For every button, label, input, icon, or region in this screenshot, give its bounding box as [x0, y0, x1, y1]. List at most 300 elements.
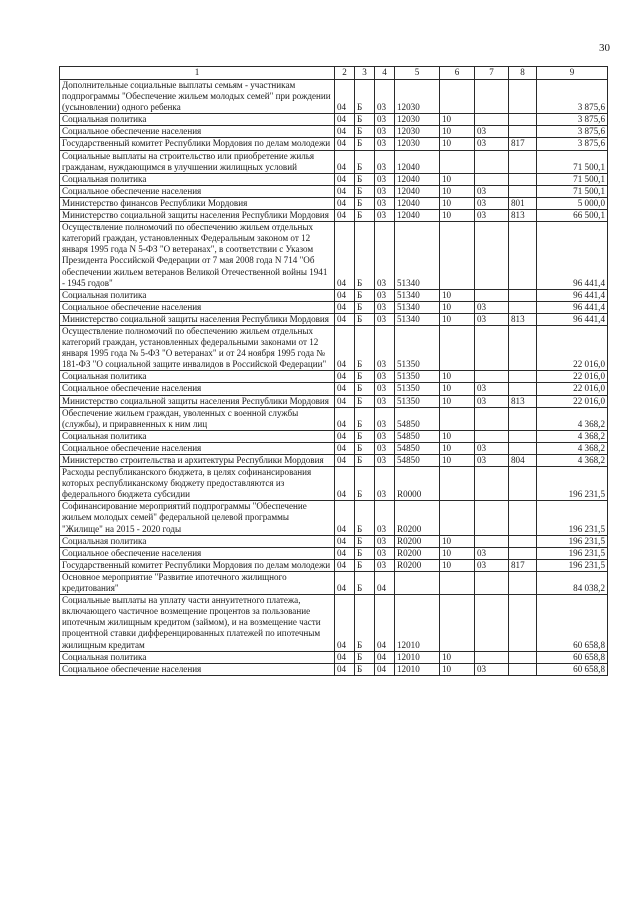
row-code-cell: 04 [335, 467, 355, 501]
row-code-cell: 51350 [395, 371, 440, 383]
row-sum-cell: 196 231,5 [537, 535, 608, 547]
row-code-cell: 10 [440, 430, 475, 442]
row-code-cell: Б [355, 289, 375, 301]
row-code-cell: 10 [440, 126, 475, 138]
row-code-cell: 04 [335, 210, 355, 222]
row-code-cell: 817 [509, 559, 537, 571]
row-name-cell: Социальная политика [60, 114, 335, 126]
row-code-cell: 10 [440, 210, 475, 222]
row-code-cell: Б [355, 371, 375, 383]
row-code-cell: 04 [335, 430, 355, 442]
header-col-8: 8 [509, 67, 537, 80]
row-code-cell [509, 301, 537, 313]
row-code-cell: 03 [375, 173, 395, 185]
row-code-cell: 03 [375, 313, 395, 325]
row-sum-cell: 196 231,5 [537, 559, 608, 571]
row-name-cell: Расходы республиканского бюджета, в целях софинансирования которых республиканскому бюджету предоставляются из федерального бюджета субсидии [60, 467, 335, 501]
row-code-cell: Б [355, 383, 375, 395]
row-code-cell: Б [355, 501, 375, 535]
row-code-cell: 03 [375, 535, 395, 547]
row-code-cell: 03 [475, 383, 509, 395]
row-sum-cell: 5 000,0 [537, 197, 608, 209]
header-col-7: 7 [475, 67, 509, 80]
row-name-cell: Министерство строительства и архитектуры Республики Мордовия [60, 455, 335, 467]
row-name-cell: Социальное обеспечение населения [60, 383, 335, 395]
row-code-cell: 03 [475, 138, 509, 150]
row-code-cell: 12010 [395, 595, 440, 651]
row-code-cell [440, 222, 475, 290]
row-code-cell: 10 [440, 173, 475, 185]
budget-table [59, 66, 608, 676]
row-code-cell: Б [355, 407, 375, 430]
row-code-cell: 10 [440, 442, 475, 454]
row-code-cell: Б [355, 595, 375, 651]
row-code-cell [440, 501, 475, 535]
row-code-cell: 04 [335, 663, 355, 675]
row-code-cell: 04 [335, 501, 355, 535]
header-col-1: 1 [60, 67, 335, 80]
row-code-cell [440, 571, 475, 594]
row-code-cell: Б [355, 430, 375, 442]
row-code-cell [509, 407, 537, 430]
row-code-cell: 03 [375, 150, 395, 173]
row-code-cell [475, 150, 509, 173]
row-code-cell: 10 [440, 301, 475, 313]
row-code-cell: 03 [475, 559, 509, 571]
table-row [60, 663, 608, 675]
row-code-cell: 813 [509, 210, 537, 222]
row-code-cell: 10 [440, 455, 475, 467]
table-row [60, 467, 608, 501]
row-sum-cell: 60 658,8 [537, 595, 608, 651]
row-code-cell: Б [355, 442, 375, 454]
row-code-cell: Б [355, 467, 375, 501]
row-code-cell: 04 [335, 173, 355, 185]
row-code-cell: 10 [440, 651, 475, 663]
row-name-cell: Обеспечение жильем граждан, уволенных с военной службы (службы), и приравненных к ним лиц [60, 407, 335, 430]
row-code-cell: 12040 [395, 150, 440, 173]
row-code-cell: 03 [475, 313, 509, 325]
table-row [60, 185, 608, 197]
header-col-3: 3 [355, 67, 375, 80]
row-code-cell [475, 407, 509, 430]
row-code-cell: 03 [475, 197, 509, 209]
table-row [60, 222, 608, 290]
row-code-cell: Б [355, 455, 375, 467]
row-code-cell: Б [355, 325, 375, 370]
row-code-cell: 10 [440, 197, 475, 209]
row-sum-cell: 4 368,2 [537, 442, 608, 454]
row-code-cell: 03 [475, 442, 509, 454]
row-name-cell: Основное мероприятие "Развитие ипотечного жилищного кредитования" [60, 571, 335, 594]
row-code-cell: 04 [335, 371, 355, 383]
row-code-cell: 10 [440, 535, 475, 547]
row-sum-cell: 96 441,4 [537, 301, 608, 313]
row-code-cell: Б [355, 185, 375, 197]
row-code-cell: 03 [375, 501, 395, 535]
row-code-cell: 813 [509, 313, 537, 325]
row-code-cell: 12040 [395, 185, 440, 197]
row-code-cell: Б [355, 301, 375, 313]
row-code-cell: Б [355, 173, 375, 185]
row-name-cell: Министерство социальной защиты населения Республики Мордовия [60, 395, 335, 407]
row-code-cell [509, 150, 537, 173]
table-row [60, 501, 608, 535]
row-code-cell: 04 [335, 442, 355, 454]
row-code-cell: 03 [375, 407, 395, 430]
table-row [60, 371, 608, 383]
row-code-cell: 03 [375, 301, 395, 313]
row-code-cell: 03 [375, 289, 395, 301]
row-code-cell: 04 [375, 663, 395, 675]
row-code-cell [440, 467, 475, 501]
row-code-cell: 04 [335, 313, 355, 325]
table-row [60, 150, 608, 173]
row-code-cell [440, 407, 475, 430]
row-code-cell: 54850 [395, 442, 440, 454]
row-code-cell: 04 [335, 325, 355, 370]
table-row [60, 571, 608, 594]
row-sum-cell: 3 875,6 [537, 138, 608, 150]
row-name-cell: Социальная политика [60, 535, 335, 547]
table-row [60, 595, 608, 651]
row-code-cell [509, 222, 537, 290]
row-code-cell [509, 114, 537, 126]
row-name-cell: Социальные выплаты на уплату части аннуитетного платежа, включающего частичное возмещение процентов за пользование ипотечным жилищным кредитом (займом), и на возмещение части процентной ставки дифференцированных платежей по ипотечным жилищным кредитам [60, 595, 335, 651]
row-sum-cell: 4 368,2 [537, 455, 608, 467]
row-code-cell: 10 [440, 371, 475, 383]
row-code-cell: Б [355, 651, 375, 663]
row-name-cell: Государственный комитет Республики Мордовия по делам молодежи [60, 138, 335, 150]
row-code-cell: 813 [509, 395, 537, 407]
row-code-cell [509, 185, 537, 197]
budget-table-container [59, 66, 607, 676]
row-name-cell: Социальное обеспечение населения [60, 301, 335, 313]
row-sum-cell: 3 875,6 [537, 80, 608, 114]
row-code-cell [509, 126, 537, 138]
table-row [60, 210, 608, 222]
row-code-cell: R0200 [395, 547, 440, 559]
row-code-cell [509, 442, 537, 454]
row-code-cell: 03 [375, 559, 395, 571]
row-sum-cell: 22 016,0 [537, 395, 608, 407]
row-code-cell [475, 467, 509, 501]
row-code-cell: 10 [440, 395, 475, 407]
row-code-cell: 04 [335, 407, 355, 430]
row-code-cell [475, 80, 509, 114]
row-sum-cell: 96 441,4 [537, 289, 608, 301]
row-code-cell: 12030 [395, 80, 440, 114]
row-code-cell [475, 595, 509, 651]
row-code-cell: 10 [440, 559, 475, 571]
row-code-cell [509, 663, 537, 675]
row-code-cell: 04 [335, 138, 355, 150]
header-col-6: 6 [440, 67, 475, 80]
row-code-cell: 03 [375, 185, 395, 197]
row-code-cell: 12030 [395, 126, 440, 138]
row-code-cell: 04 [335, 150, 355, 173]
table-row [60, 313, 608, 325]
row-code-cell: 04 [335, 126, 355, 138]
row-code-cell: 04 [335, 535, 355, 547]
row-sum-cell: 3 875,6 [537, 114, 608, 126]
row-code-cell: R0000 [395, 467, 440, 501]
row-code-cell: 801 [509, 197, 537, 209]
row-code-cell: 03 [375, 325, 395, 370]
row-code-cell [509, 535, 537, 547]
row-code-cell: 03 [475, 185, 509, 197]
header-col-5: 5 [395, 67, 440, 80]
row-code-cell [509, 289, 537, 301]
row-name-cell: Министерство финансов Республики Мордовия [60, 197, 335, 209]
table-row [60, 395, 608, 407]
row-code-cell: 04 [335, 185, 355, 197]
row-code-cell: R0200 [395, 559, 440, 571]
row-code-cell [509, 430, 537, 442]
header-row [60, 67, 608, 80]
row-code-cell [509, 467, 537, 501]
row-code-cell: 804 [509, 455, 537, 467]
row-code-cell: 51340 [395, 313, 440, 325]
table-row [60, 430, 608, 442]
row-name-cell: Социальная политика [60, 430, 335, 442]
row-code-cell [475, 222, 509, 290]
row-code-cell: 04 [335, 547, 355, 559]
row-code-cell: 03 [375, 371, 395, 383]
row-code-cell: Б [355, 571, 375, 594]
table-row [60, 455, 608, 467]
row-code-cell: 03 [475, 301, 509, 313]
row-code-cell: Б [355, 138, 375, 150]
table-row [60, 547, 608, 559]
row-code-cell: 51340 [395, 301, 440, 313]
page-number: 30 [599, 42, 610, 54]
row-sum-cell: 66 500,1 [537, 210, 608, 222]
row-code-cell: 04 [335, 395, 355, 407]
row-code-cell: 54850 [395, 407, 440, 430]
row-code-cell: 10 [440, 114, 475, 126]
row-name-cell: Социальная политика [60, 371, 335, 383]
row-code-cell [475, 371, 509, 383]
row-sum-cell: 71 500,1 [537, 185, 608, 197]
header-col-9: 9 [537, 67, 608, 80]
table-row [60, 126, 608, 138]
row-code-cell: 04 [375, 595, 395, 651]
row-code-cell: Б [355, 114, 375, 126]
row-code-cell: 03 [475, 663, 509, 675]
table-row [60, 651, 608, 663]
row-sum-cell: 22 016,0 [537, 325, 608, 370]
row-code-cell: 51350 [395, 325, 440, 370]
row-code-cell: 817 [509, 138, 537, 150]
row-code-cell [509, 371, 537, 383]
row-code-cell: 51340 [395, 289, 440, 301]
row-code-cell [509, 571, 537, 594]
row-code-cell [475, 289, 509, 301]
row-code-cell [509, 173, 537, 185]
row-code-cell: 03 [375, 383, 395, 395]
row-code-cell: Б [355, 197, 375, 209]
row-sum-cell: 196 231,5 [537, 467, 608, 501]
row-code-cell: 04 [335, 301, 355, 313]
row-name-cell: Социальное обеспечение населения [60, 126, 335, 138]
row-code-cell: 12040 [395, 210, 440, 222]
row-code-cell: 03 [475, 126, 509, 138]
row-name-cell: Министерство социальной защиты населения Республики Мордовия [60, 210, 335, 222]
row-code-cell: 04 [375, 651, 395, 663]
row-code-cell: 51350 [395, 383, 440, 395]
row-sum-cell: 96 441,4 [537, 222, 608, 290]
table-row [60, 289, 608, 301]
row-sum-cell: 22 016,0 [537, 383, 608, 395]
row-name-cell: Социальное обеспечение населения [60, 547, 335, 559]
row-code-cell [475, 501, 509, 535]
row-sum-cell: 71 500,1 [537, 150, 608, 173]
row-code-cell: Б [355, 559, 375, 571]
row-code-cell: 04 [335, 455, 355, 467]
row-code-cell: 03 [475, 395, 509, 407]
row-code-cell: 12030 [395, 114, 440, 126]
table-row [60, 80, 608, 114]
row-code-cell: 10 [440, 289, 475, 301]
row-code-cell: 12040 [395, 197, 440, 209]
row-code-cell: 12040 [395, 173, 440, 185]
row-code-cell: 04 [335, 595, 355, 651]
row-code-cell: 10 [440, 138, 475, 150]
row-code-cell [475, 325, 509, 370]
row-code-cell: 04 [335, 559, 355, 571]
row-name-cell: Министерство социальной защиты населения Республики Мордовия [60, 313, 335, 325]
row-code-cell [440, 325, 475, 370]
row-code-cell: 10 [440, 663, 475, 675]
row-sum-cell: 96 441,4 [537, 313, 608, 325]
row-code-cell [475, 114, 509, 126]
header-col-4: 4 [375, 67, 395, 80]
row-name-cell: Социальная политика [60, 173, 335, 185]
row-code-cell: 03 [375, 114, 395, 126]
row-code-cell [475, 651, 509, 663]
row-code-cell: 03 [375, 210, 395, 222]
row-code-cell: 03 [375, 126, 395, 138]
row-code-cell [509, 325, 537, 370]
row-name-cell: Осуществление полномочий по обеспечению жильем отдельных категорий граждан, установленных Федеральным законом от 12 января 1995 года N 5-ФЗ "О ветеранах", в соответствии с Указом Президента Российской Федерации от 7 мая 2008 года N 714 "Об обеспечении жильем ветеранов Великой Отечественной войны 1941 - 1945 годов" [60, 222, 335, 290]
row-code-cell: 04 [335, 80, 355, 114]
row-code-cell: 10 [440, 185, 475, 197]
row-code-cell: R0200 [395, 535, 440, 547]
row-code-cell [475, 535, 509, 547]
row-code-cell: 04 [335, 571, 355, 594]
row-code-cell [509, 595, 537, 651]
row-name-cell: Софинансирование мероприятий подпрограммы "Обеспечение жильем молодых семей" федеральной целевой программы "Жилище" на 2015 - 2020 годы [60, 501, 335, 535]
row-code-cell: Б [355, 210, 375, 222]
row-code-cell: 03 [375, 395, 395, 407]
row-name-cell: Социальное обеспечение населения [60, 185, 335, 197]
row-name-cell: Государственный комитет Республики Мордовия по делам молодежи [60, 559, 335, 571]
row-sum-cell: 60 658,8 [537, 651, 608, 663]
row-name-cell: Социальные выплаты на строительство или приобретение жилья гражданам, нуждающимся в улучшении жилищных условий [60, 150, 335, 173]
table-row [60, 325, 608, 370]
row-code-cell: Б [355, 313, 375, 325]
row-code-cell: Б [355, 222, 375, 290]
row-code-cell: 03 [375, 467, 395, 501]
row-code-cell: 54850 [395, 455, 440, 467]
table-row [60, 197, 608, 209]
row-sum-cell: 196 231,5 [537, 547, 608, 559]
row-code-cell: 04 [375, 571, 395, 594]
row-code-cell: 51340 [395, 222, 440, 290]
table-row [60, 407, 608, 430]
row-sum-cell: 84 038,2 [537, 571, 608, 594]
row-code-cell: 03 [375, 442, 395, 454]
row-code-cell: 03 [475, 455, 509, 467]
row-sum-cell: 3 875,6 [537, 126, 608, 138]
row-code-cell: Б [355, 663, 375, 675]
row-code-cell: 10 [440, 547, 475, 559]
row-code-cell: 03 [375, 80, 395, 114]
header-col-2: 2 [335, 67, 355, 80]
row-code-cell: 12010 [395, 651, 440, 663]
row-code-cell: 10 [440, 313, 475, 325]
row-name-cell: Социальная политика [60, 289, 335, 301]
row-sum-cell: 60 658,8 [537, 663, 608, 675]
row-code-cell: 51350 [395, 395, 440, 407]
row-name-cell: Социальное обеспечение населения [60, 663, 335, 675]
row-code-cell: 03 [375, 138, 395, 150]
row-sum-cell: 22 016,0 [537, 371, 608, 383]
row-code-cell: 04 [335, 651, 355, 663]
table-body [60, 80, 608, 676]
row-code-cell: 04 [335, 289, 355, 301]
table-row [60, 383, 608, 395]
row-name-cell: Социальное обеспечение населения [60, 442, 335, 454]
row-code-cell: 10 [440, 383, 475, 395]
row-code-cell: 03 [375, 547, 395, 559]
row-code-cell [395, 571, 440, 594]
table-row [60, 138, 608, 150]
row-code-cell: 03 [375, 222, 395, 290]
row-code-cell [440, 150, 475, 173]
row-code-cell: 04 [335, 114, 355, 126]
row-code-cell [440, 595, 475, 651]
row-code-cell: 03 [375, 430, 395, 442]
row-sum-cell: 4 368,2 [537, 430, 608, 442]
row-code-cell: R0200 [395, 501, 440, 535]
row-code-cell: 03 [375, 197, 395, 209]
row-code-cell [509, 651, 537, 663]
row-sum-cell: 71 500,1 [537, 173, 608, 185]
row-code-cell [509, 547, 537, 559]
row-name-cell: Осуществление полномочий по обеспечению жильем отдельных категорий граждан, установленных федеральными законами от 12 января 1995 года № 5-ФЗ "О ветеранах" и от 24 ноября 1995 года № 181-ФЗ "О социальной защите инвалидов в Российской Федерации" [60, 325, 335, 370]
row-code-cell: Б [355, 80, 375, 114]
row-sum-cell: 196 231,5 [537, 501, 608, 535]
row-code-cell [509, 501, 537, 535]
row-code-cell: 03 [375, 455, 395, 467]
row-code-cell: Б [355, 547, 375, 559]
table-row [60, 535, 608, 547]
row-code-cell [475, 571, 509, 594]
row-code-cell: 04 [335, 197, 355, 209]
row-code-cell: 12030 [395, 138, 440, 150]
row-name-cell: Социальная политика [60, 651, 335, 663]
row-code-cell: 04 [335, 222, 355, 290]
row-code-cell: Б [355, 395, 375, 407]
table-row [60, 173, 608, 185]
row-code-cell: 03 [475, 547, 509, 559]
row-code-cell: Б [355, 150, 375, 173]
row-code-cell: 12010 [395, 663, 440, 675]
row-code-cell [509, 383, 537, 395]
row-code-cell [440, 80, 475, 114]
